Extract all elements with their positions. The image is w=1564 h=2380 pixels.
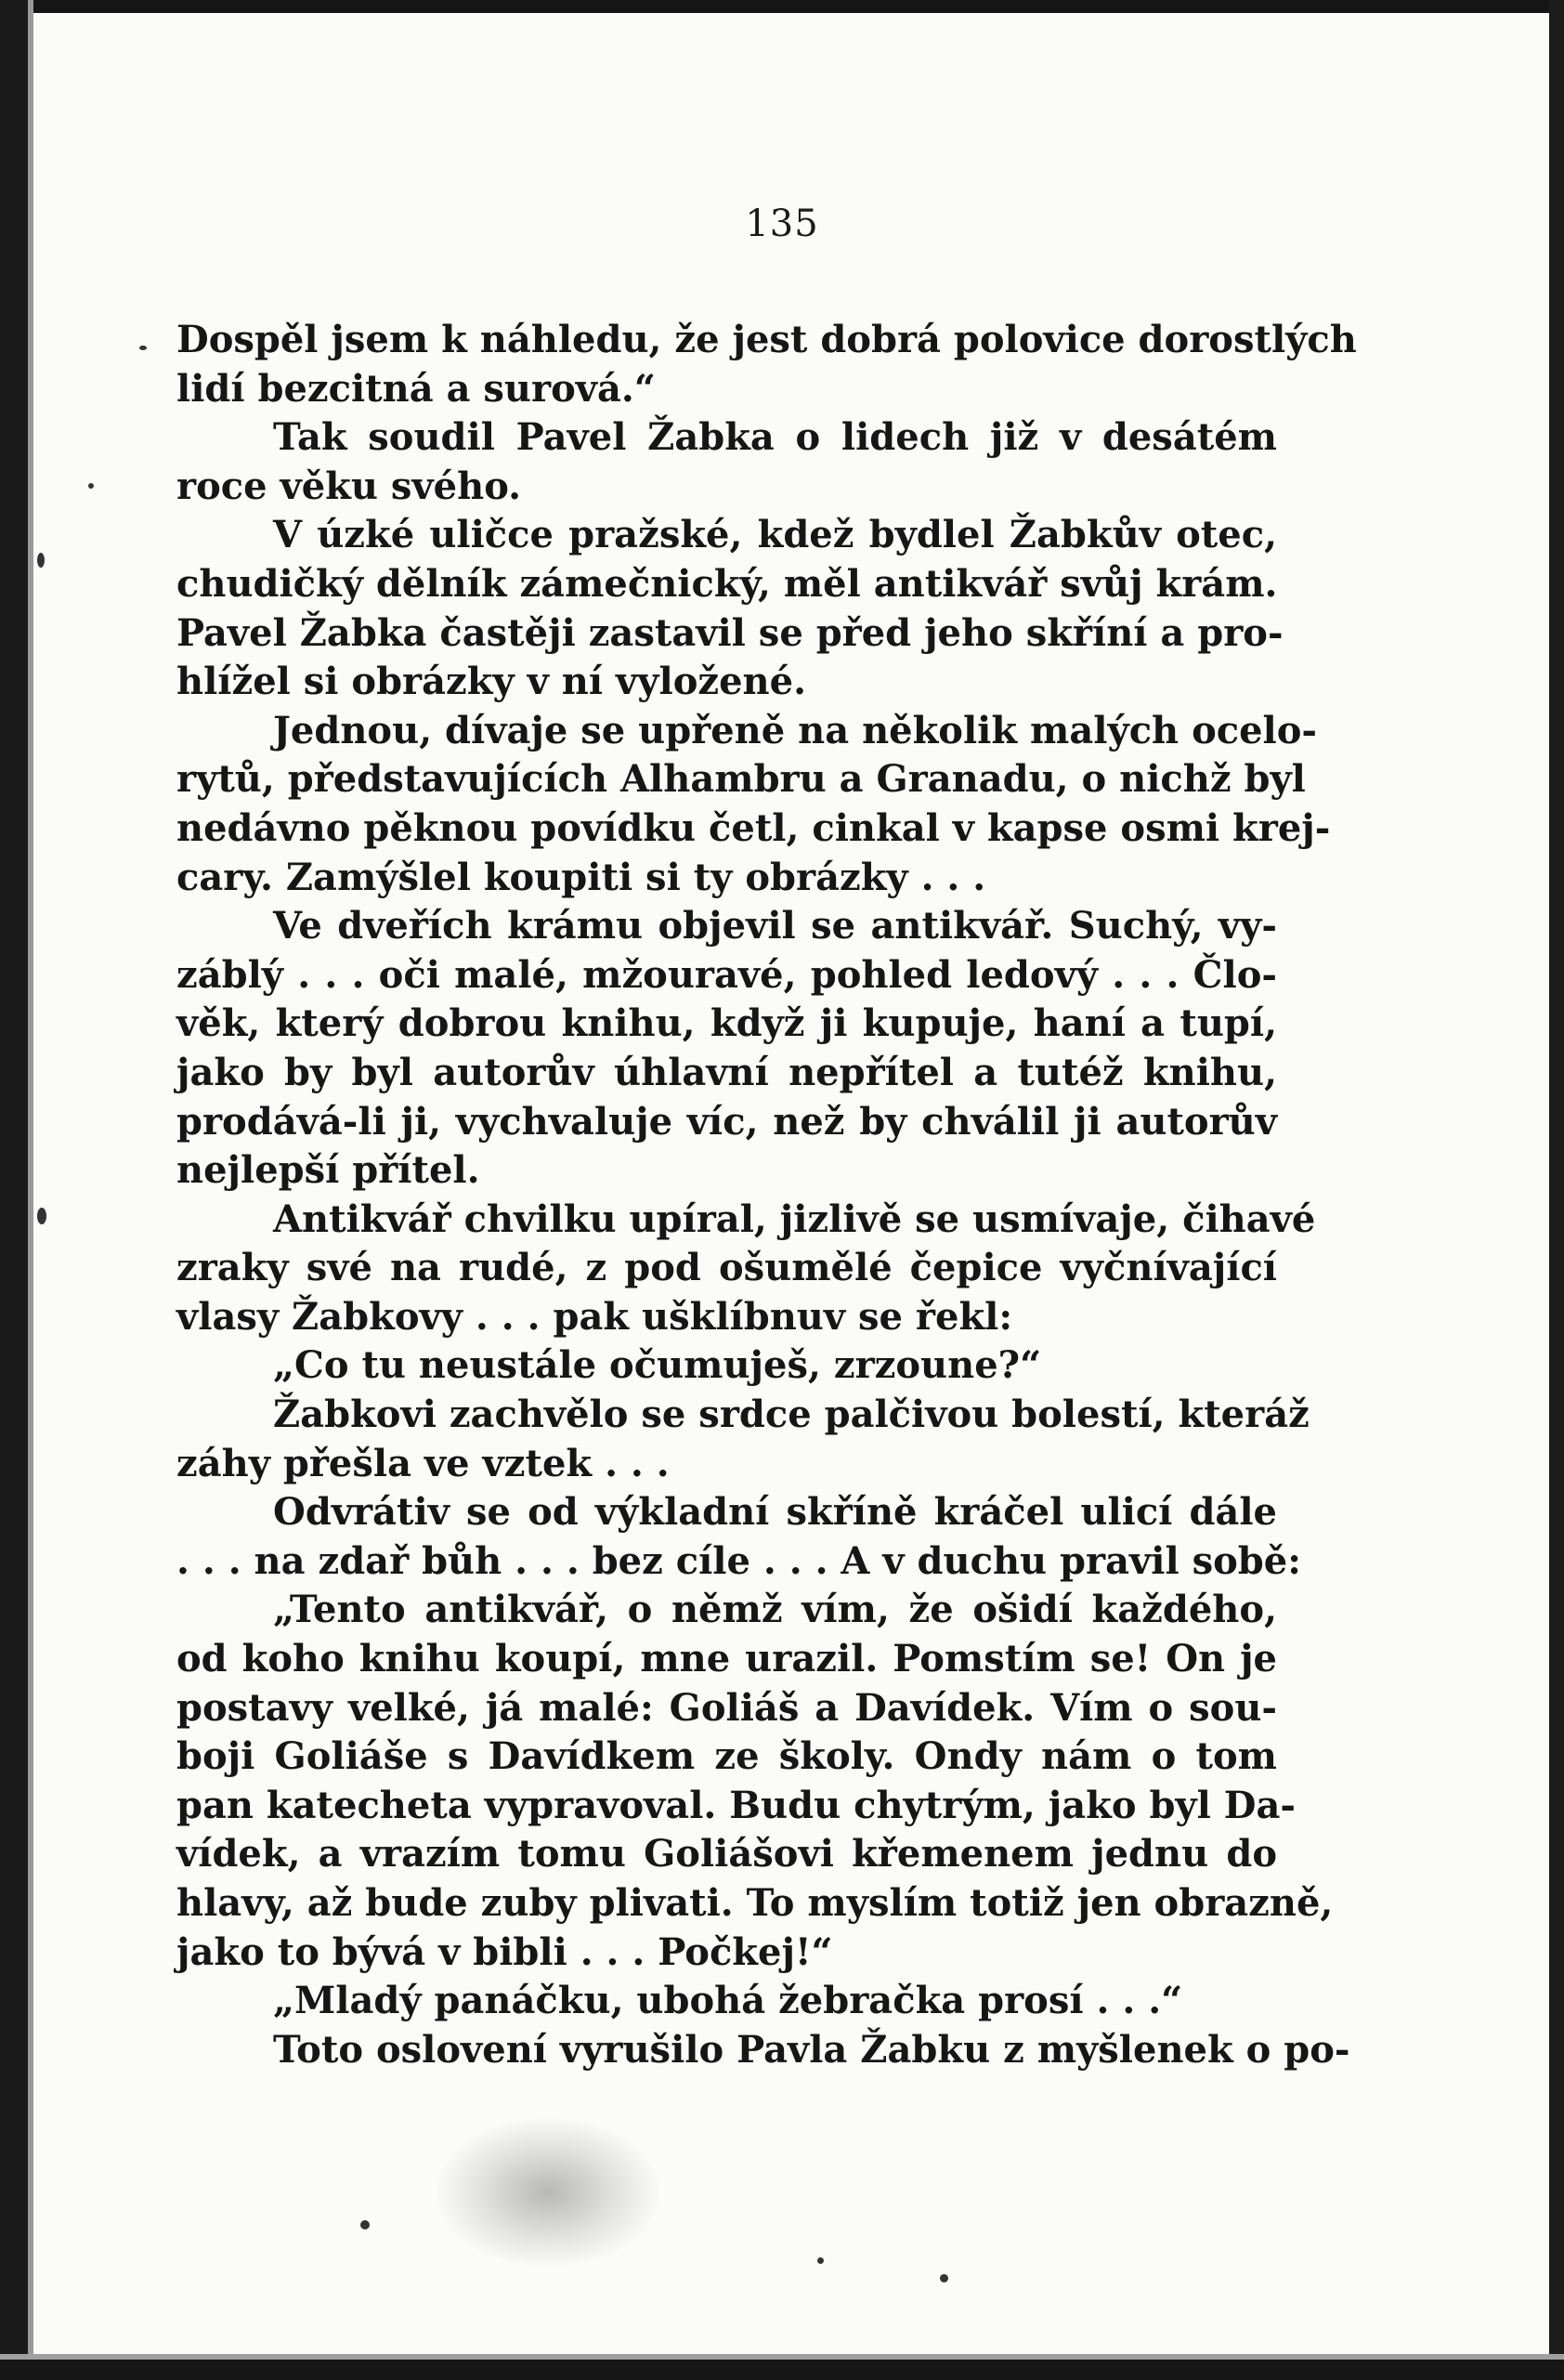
text-line: Toto oslovení vyrušilo Pavla Žabku z myšlenek o po- (273, 2027, 1350, 2072)
scan-border-left (0, 0, 28, 2380)
text-line: nejlepší přítel. (176, 1148, 480, 1193)
text-line: „Tento antikvář, o němž vím, že ošidí každého, (273, 1588, 1277, 1632)
text-line: lidí bezcitná a surová.“ (176, 366, 656, 411)
page-number: 135 (745, 203, 819, 245)
text-line: „Co tu neustále očumuješ, zrzoune?“ (273, 1343, 1042, 1388)
text-line: Antikvář chvilku upíral, jizlivě se usmívaje, čihavé (273, 1197, 1316, 1241)
scan-border-top (0, 0, 1564, 13)
text-line: hlavy, až bude zuby plivati. To myslím totiž jen obrazně, (176, 1881, 1334, 1925)
text-line: věk, který dobrou knihu, když ji kupuje, haní a tupí, (176, 1001, 1277, 1046)
text-line: V úzké uličce pražské, kdež bydlel Žabkův otec, (273, 513, 1277, 557)
ink-speck (360, 2220, 370, 2230)
text-line: boji Goliáše s Davídkem ze školy. Ondy nám o tom (176, 1734, 1277, 1779)
text-line: vlasy Žabkovy . . . pak ušklíbnuv se řekl: (176, 1294, 1013, 1339)
scan-border-right (1549, 0, 1564, 2380)
text-line: „Mladý panáčku, ubohá žebračka prosí . . .“ (273, 1979, 1183, 2023)
text-line: nedávno pěknou povídku četl, cinkal v kapse osmi krej- (176, 805, 1331, 850)
text-line: pan katecheta vypravoval. Budu chytrým, jako byl Da- (176, 1783, 1296, 1827)
ink-smudge (437, 2118, 659, 2267)
ink-speck (817, 2257, 824, 2264)
text-line: zraky své na rudé, z pod ošumělé čepice vyčnívající (176, 1246, 1277, 1290)
body-text (176, 316, 1357, 2074)
text-line: jako by byl autorův úhlavní nepřítel a tutéž knihu, (176, 1050, 1277, 1094)
text-line: od koho knihu koupí, mne urazil. Pomstím se! On je (176, 1637, 1277, 1681)
text-line: záhy přešla ve vztek . . . (176, 1441, 670, 1485)
scan-border-left-shadow (28, 0, 33, 2380)
ink-speck (940, 2274, 948, 2282)
text-line: postavy velké, já malé: Goliáš a Davídek. Vím o sou- (176, 1685, 1277, 1730)
text-line: Tak soudil Pavel Žabka o lidech již v desátém (273, 415, 1277, 460)
ink-speck (37, 553, 45, 568)
text-line: Žabkovi zachvělo se srdce palčivou bolestí, kteráž (273, 1393, 1310, 1437)
scan-border-bottom (0, 2360, 1564, 2380)
text-line: Jednou, dívaje se upřeně na několik malých ocelo- (273, 708, 1318, 752)
text-line: Dospěl jsem k náhledu, že jest dobrá polovice dorostlých (176, 318, 1357, 361)
text-line: roce věku svého. (176, 464, 522, 508)
ink-speck (139, 346, 147, 350)
text-line: chudičký dělník zámečnický, měl antikvář svůj krám. (176, 561, 1278, 606)
text-line: rytů, představujících Alhambru a Granadu, o nichž byl (176, 757, 1306, 802)
text-line: záblý . . . oči malé, mžouravé, pohled ledový . . . Člo- (176, 952, 1277, 997)
text-line: Ve dveřích krámu objevil se antikvář. Suchý, vy- (273, 904, 1277, 948)
text-line: Odvrátiv se od výkladní skříně kráčel ulicí dále (273, 1490, 1277, 1535)
text-line: jako to bývá v bibli . . . Počkej!“ (176, 1929, 833, 1974)
text-line: prodává-li ji, vychvaluje víc, než by chválil ji autorův (176, 1099, 1277, 1144)
text-line: Pavel Žabka častěji zastavil se před jeho skříní a pro- (176, 610, 1284, 655)
ink-speck (88, 483, 94, 489)
text-line: vídek, a vrazím tomu Goliášovi křemenem jednu do (176, 1832, 1277, 1877)
ink-speck (37, 1208, 46, 1224)
text-line: . . . na zdař bůh . . . bez cíle . . . A v duchu pravil sobě: (176, 1538, 1301, 1583)
text-line: cary. Zamýšlel koupiti si ty obrázky . . . (176, 855, 986, 899)
text-line: hlížel si obrázky v ní vyložené. (176, 660, 806, 704)
